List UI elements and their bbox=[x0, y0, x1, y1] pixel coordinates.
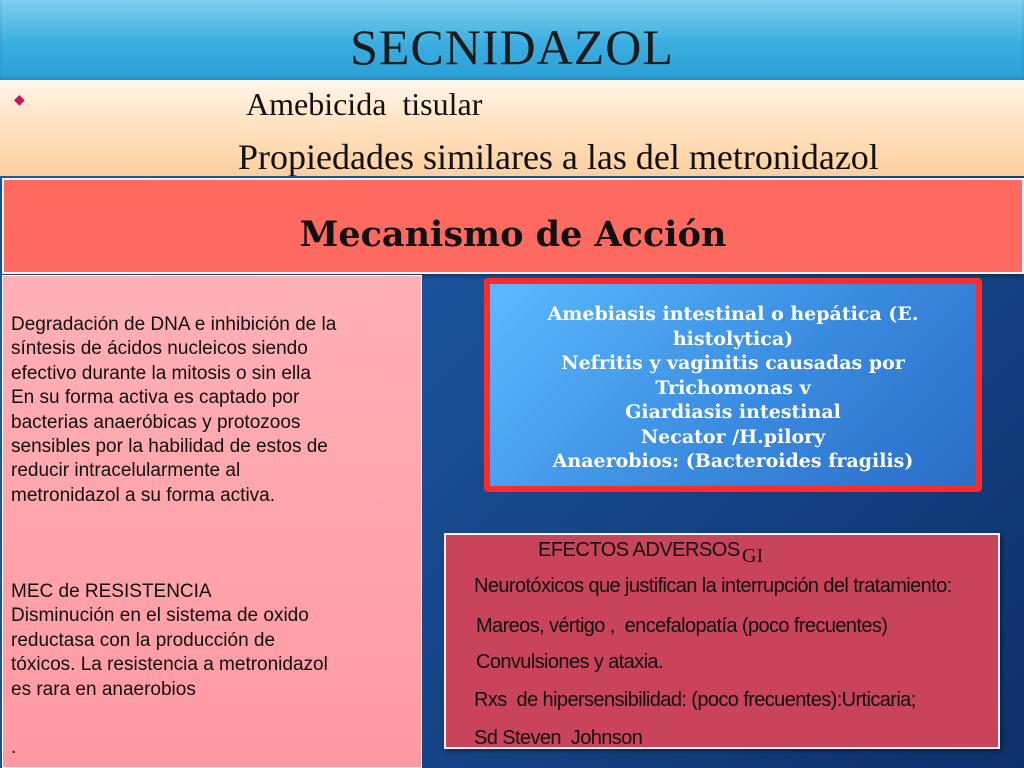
diamond-bullet-icon: ◆ bbox=[14, 92, 25, 108]
uses-item: histolytica) bbox=[672, 327, 794, 350]
mechanism-text: Degradación de DNA e inhibición de la síntesis de ácidos nucleicos siendo efectivo durante la mitosis o sin ella En su forma activa es captado por bacterias anaeróbicas y protozoos sensibles por la habilidad de estos de reducir intracelularmente al metronidazol a su forma activa. bbox=[11, 314, 337, 506]
uses-item: Nefritis y vaginitis causadas por bbox=[561, 352, 905, 374]
uses-item: Anaerobios: (Bacteroides fragilis) bbox=[552, 450, 914, 472]
adverse-effects-box bbox=[444, 533, 1000, 749]
mechanism-bar bbox=[2, 178, 1024, 274]
title-bar bbox=[0, 0, 1024, 80]
slide-title: SECNIDAZOL bbox=[350, 19, 674, 75]
adverse-line: Mareos, vértigo , encefalopatía (poco frecuentes) bbox=[476, 615, 888, 637]
gi-label: GI bbox=[742, 545, 764, 567]
adverse-line: Sd Steven Johnson bbox=[474, 727, 643, 749]
trailing-dot: . bbox=[11, 737, 17, 758]
adverse-line: Convulsiones y ataxia. bbox=[476, 651, 663, 673]
intro-line-1: Amebicida tisular bbox=[246, 86, 483, 122]
uses-item: Amebiasis intestinal o hepática (E. bbox=[547, 303, 919, 325]
intro-band bbox=[0, 80, 1024, 176]
intro-line-2: Propiedades similares a las del metronidazol bbox=[238, 137, 879, 176]
uses-item: Necator /H.pilory bbox=[640, 425, 826, 448]
uses-list bbox=[490, 302, 976, 474]
mechanism-panel bbox=[2, 275, 422, 768]
uses-box bbox=[484, 278, 982, 492]
resistance-text: MEC de RESISTENCIA Disminución en el sistema de oxido reductasa con la producción de tóxicos. La resistencia a metronidazol es rara en anaerobios bbox=[11, 581, 328, 700]
adverse-heading: EFECTOS ADVERSOS bbox=[538, 539, 740, 561]
uses-item: Trichomonas v bbox=[655, 376, 811, 399]
mechanism-title: Mecanismo de Acción bbox=[299, 214, 727, 255]
adverse-line: Rxs de hipersensibilidad: (poco frecuentes):Urticaria; bbox=[474, 689, 916, 711]
uses-item: Giardiasis intestinal bbox=[625, 401, 841, 423]
adverse-line: Neurotóxicos que justifican la interrupción del tratamiento: bbox=[474, 575, 952, 597]
